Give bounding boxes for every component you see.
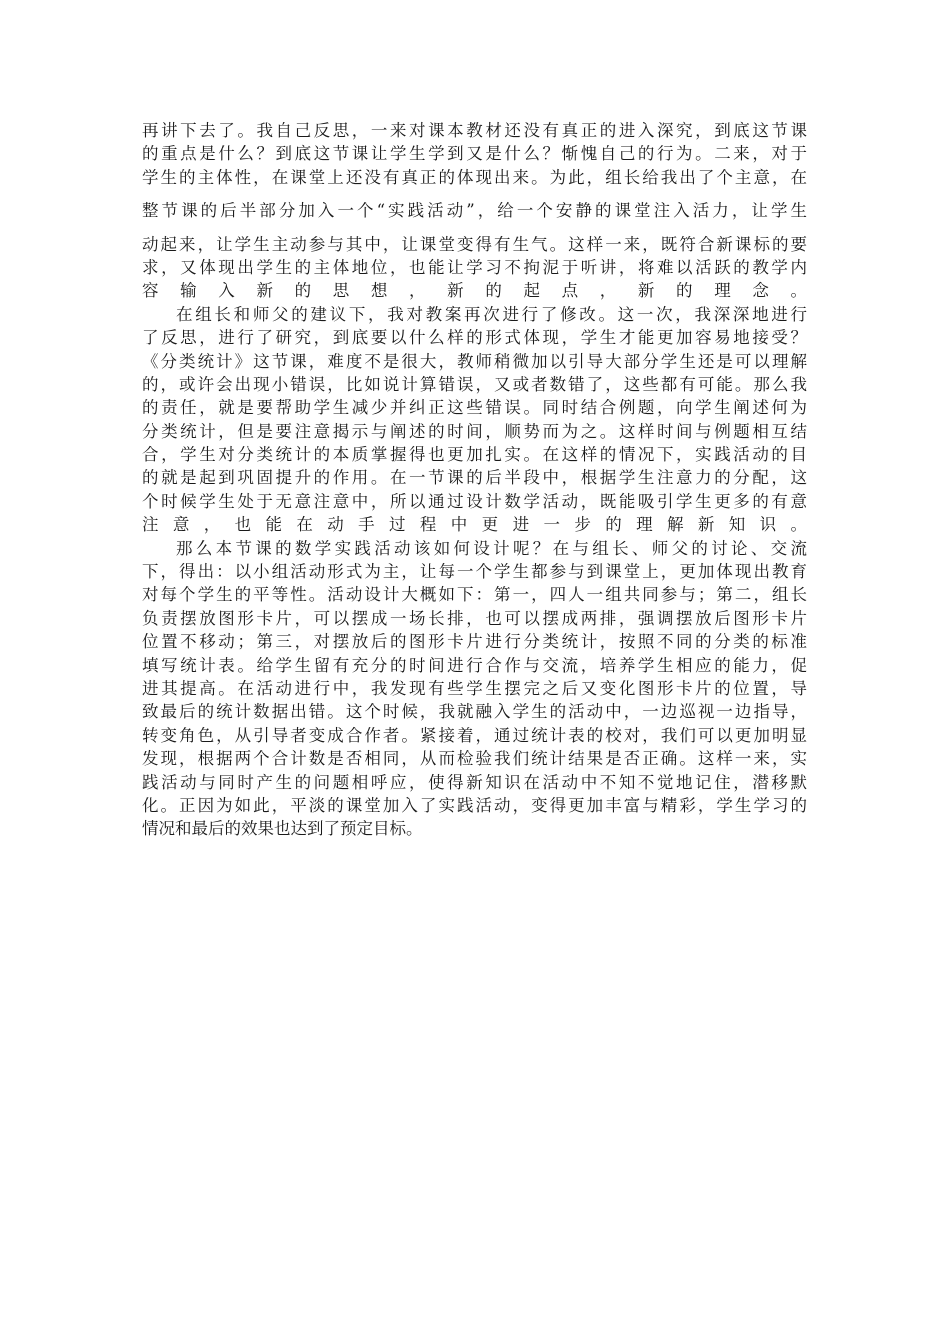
text-line: 化。正因为如此，平淡的课堂加入了实践活动，变得更加丰富与精彩，学生学习的: [142, 795, 807, 815]
text-line: 践活动与同时产生的问题相呼应，使得新知识在活动中不知不觉地记住，潜移默: [142, 772, 807, 792]
text-line: 求，又体现出学生的主体地位，也能让学习不拘泥于听讲，将难以活跃的教学内: [142, 257, 807, 277]
text-line: 转变角色，从引导者变成合作者。紧接着，通过统计表的校对，我们可以更加明显: [142, 725, 807, 745]
text-line: 致最后的统计数据出错。这个时候，我就融入学生的活动中，一边巡视一边指导，: [142, 702, 807, 722]
text-line: 的，或许会出现小错误，比如说计算错误，又或者数错了，这些都有可能。那么我: [142, 374, 807, 394]
text-line: 《分类统计》这节课，难度不是很大，教师稍微加以引导大部分学生还是可以理解: [142, 351, 807, 371]
text-line: 填写统计表。给学生留有充分的时间进行合作与交流，培养学生相应的能力，促: [142, 655, 807, 675]
text-line: 位置不移动；第三，对摆放后的图形卡片进行分类统计，按照不同的分类的标准: [142, 632, 807, 652]
text-line: 个时候学生处于无意注意中，所以通过设计数学活动，既能吸引学生更多的有意: [142, 491, 807, 511]
paragraph-first-line: 在组长和师父的建议下，我对教案再次进行了修改。这一次，我深深地进行: [176, 304, 807, 324]
text-line: 动起来，让学生主动参与其中，让课堂变得有生气。这样一来，既符合新课标的要: [142, 234, 807, 254]
text-line: 容 输 入 新 的 思 想 ， 新 的 起 点 ， 新 的 理 念 。: [142, 281, 807, 301]
text-line: 进其提高。在活动进行中，我发现有些学生摆完之后又变化图形卡片的位置，导: [142, 678, 807, 698]
text-line: 负责摆放图形卡片，可以摆成一场长排，也可以摆成两排，强调摆放后图形卡片: [142, 608, 807, 628]
text-line: 对每个学生的平等性。活动设计大概如下：第一，四人一组共同参与；第二，组长: [142, 585, 807, 605]
text-line: 整节课的后半部分加入一个“实践活动”，给一个安静的课堂注入活力，让学生: [142, 201, 807, 221]
text-line: 合，学生对分类统计的本质掌握得也更加扎实。在这样的情况下，实践活动的目: [142, 445, 807, 465]
document-body: [142, 119, 807, 841]
text-line: 学生的主体性，在课堂上还没有真正的体现出来。为此，组长给我出了个主意，在: [142, 167, 807, 187]
text-line: 了反思，进行了研究，到底要以什么样的形式体现，学生才能更加容易地接受？: [142, 328, 807, 348]
text-line: 再讲下去了。我自己反思，一来对课本教材还没有真正的进入深究，到底这节课: [142, 121, 807, 140]
paragraph-first-line: 那么本节课的数学实践活动该如何设计呢？在与组长、师父的讨论、交流: [176, 538, 807, 558]
text-line: 分类统计，但是要注意揭示与阐述的时间，顺势而为之。这样时间与例题相互结: [142, 421, 807, 441]
text-line: 下，得出：以小组活动形式为主，让每一个学生都参与到课堂上，更加体现出教育: [142, 562, 807, 582]
text-line: 注 意 ， 也 能 在 动 手 过 程 中 更 进 一 步 的 理 解 新 知 识 。: [142, 515, 807, 535]
text-line: 的重点是什么？到底这节课让学生学到又是什么？惭愧自己的行为。二来，对于: [142, 144, 807, 164]
text-line: 的就是起到巩固提升的作用。在一节课的后半段中，根据学生注意力的分配，这: [142, 468, 807, 488]
text-line: 的责任，就是要帮助学生减少并纠正这些错误。同时结合例题，向学生阐述何为: [142, 398, 807, 418]
paragraph-last-line: 情况和最后的效果也达到了预定目标。: [142, 819, 423, 839]
text-line: 发现，根据两个合计数是否相同，从而检验我们统计结果是否正确。这样一来，实: [142, 749, 807, 769]
line-gap: [142, 223, 807, 233]
line-gap: [142, 189, 807, 199]
